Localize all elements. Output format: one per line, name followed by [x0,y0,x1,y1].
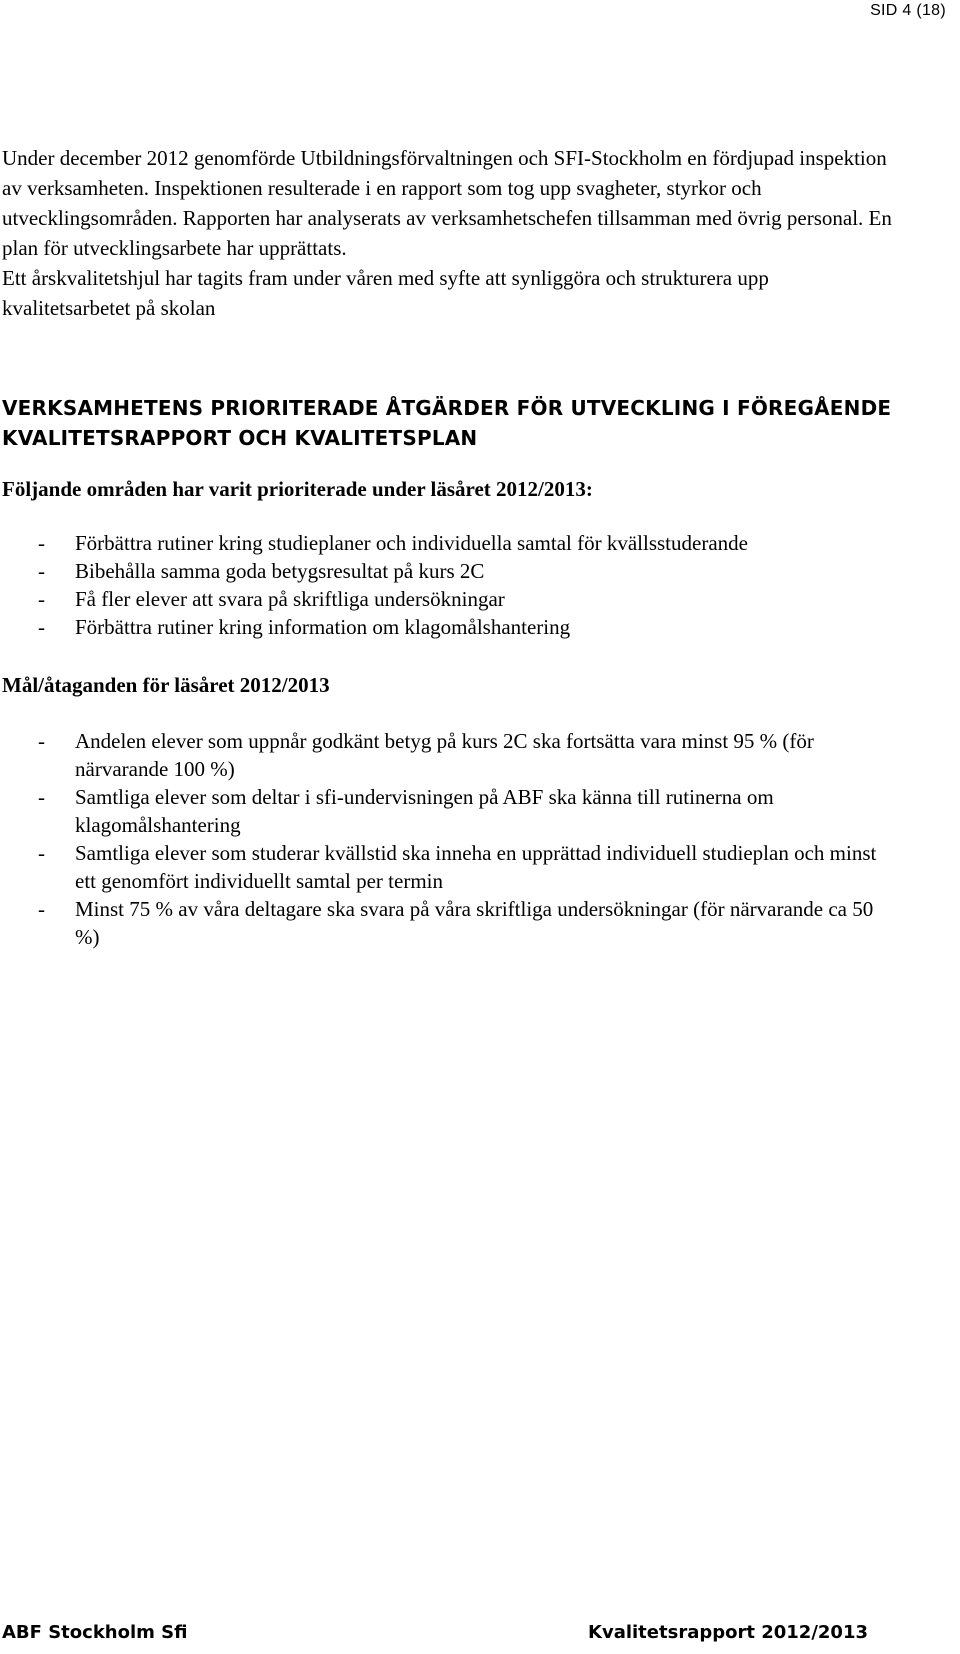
list-item [2,613,902,641]
list-dash: - [38,785,45,809]
list-item-text: Samtliga elever som deltar i sfi-undervisningen på ABF ska känna till rutinerna om klagomålshantering [75,785,774,837]
priorities-list [2,529,902,641]
list-item-text: Bibehålla samma goda betygsresultat på kurs 2C [75,559,485,583]
list-dash: - [38,615,45,639]
page-number: SID 4 (18) [870,2,946,19]
document-body [2,143,902,951]
goals-list [2,727,902,951]
list-item [2,727,902,783]
list-item [2,783,902,839]
list-item-text: Samtliga elever som studerar kvällstid ska inneha en upprättad individuell studieplan och minst ett genomfört individuellt samtal per termin [75,841,877,893]
list-dash: - [38,559,45,583]
list-dash: - [38,587,45,611]
intro-paragraph-1: Under december 2012 genomförde Utbildningsförvaltningen och SFI-Stockholm en fördjupad inspektion av verksamheten. Inspektionen resulterade i en rapport som tog upp svagheter, styrkor och utvecklingsområden. Rapporten har analyserats av verksamhetschefen tillsamman med övrig personal. En plan för utvecklingsarbete har upprättats. [2,146,892,260]
list-item [2,557,902,585]
footer-organization: ABF Stockholm Sfi [2,1622,188,1643]
page-footer [0,1622,960,1648]
list-item-text: Andelen elever som uppnår godkänt betyg på kurs 2C ska fortsätta vara minst 95 % (för närvarande 100 %) [75,729,814,781]
footer-report-title: Kvalitetsrapport 2012/2013 [588,1622,868,1643]
list-item [2,529,902,557]
list-dash: - [38,729,45,753]
list-dash: - [38,897,45,921]
goals-title: Mål/åtaganden för läsåret 2012/2013 [2,673,330,697]
list-item [2,839,902,895]
priorities-title: Följande områden har varit prioriterade under läsåret 2012/2013: [2,477,593,501]
list-dash: - [38,531,45,555]
list-item-text: Förbättra rutiner kring studieplaner och individuella samtal för kvällsstuderande [75,531,748,555]
list-item-text: Förbättra rutiner kring information om klagomålshantering [75,615,571,639]
list-item-text: Minst 75 % av våra deltagare ska svara på våra skriftliga undersökningar (för närvarande ca 50 %) [75,897,874,949]
intro-text [2,143,902,323]
list-item-text: Få fler elever att svara på skriftliga undersökningar [75,587,505,611]
list-item [2,585,902,613]
section-heading: VERKSAMHETENS PRIORITERADE ÅTGÄRDER FÖR UTVECKLING I FÖREGÅENDE KVALITETSRAPPORT OCH KVALITETSPLAN [2,396,892,450]
intro-paragraph-2: Ett årskvalitetshjul har tagits fram under våren med syfte att synliggöra och strukturera upp kvalitetsarbetet på skolan [2,266,769,320]
list-dash: - [38,841,45,865]
list-item [2,895,902,951]
